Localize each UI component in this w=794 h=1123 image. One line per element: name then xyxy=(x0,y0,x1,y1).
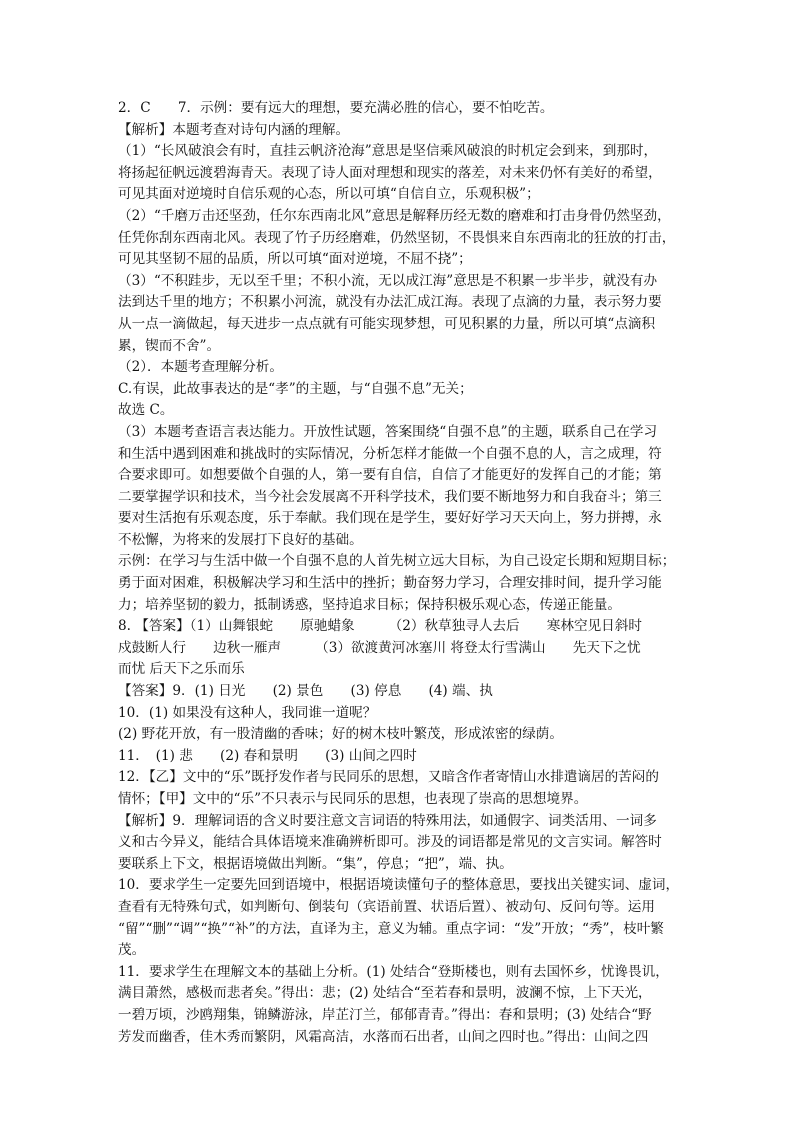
text-line xyxy=(118,573,686,595)
text-line-content: (2) 野花开放，有一股清幽的香味；好的树木枝叶繁茂，形成浓密的绿荫。 xyxy=(118,726,563,743)
text-line-content: 11．要求学生在理解文本的基础上分析。(1) 处结合“登斯楼也，则有去国怀乡，忧谗畏讥， xyxy=(118,963,669,980)
text-line-content: 【解析】本题考查对诗句内涵的理解。 xyxy=(118,121,350,138)
text-line-content: 要联系上下文，根据语境做出判断。“集”，停息；“把”，端、执。 xyxy=(118,855,513,872)
text-line-content: 勇于面对困难，积极解决学习和生活中的挫折；勤奋努力学习，合理安排时间，提升学习能 xyxy=(118,575,662,592)
text-line-content: 二要掌握学识和技术，当今社会发展离不开科学技术，我们要不断地努力和自我奋斗；第三 xyxy=(118,488,662,505)
text-line xyxy=(118,962,686,984)
text-line xyxy=(118,746,686,768)
answer-text-block xyxy=(118,98,686,1048)
text-line-content: 12．【乙】文中的“乐”既抒发作者与民同乐的思想，又暗含作者寄情山水排遣谪居的苦闷的 xyxy=(118,769,659,786)
text-line-content: 一碧万顷，沙鸥翔集，锦鳞游泳，岸芷汀兰，郁郁青青。”得出：春和景明；(3) 处结合“野 xyxy=(118,1006,652,1023)
text-line-content: 10．要求学生一定要先回到语境中，根据语境读懂句子的整体意思，要找出关键实词、虚词， xyxy=(118,877,680,894)
text-line xyxy=(118,638,686,660)
text-line xyxy=(118,336,686,358)
text-line xyxy=(118,616,686,638)
text-line-content: C.有误，此故事表达的是“孝”的主题，与“自强不息”无关； xyxy=(118,380,473,397)
text-line-content: “留”“删”“调”“换”“补”的方法，直译为主，意义为辅。重点字词：“发”开放；“秀”，枝叶繁 xyxy=(118,920,664,937)
text-line xyxy=(118,422,686,444)
text-line xyxy=(118,228,686,250)
text-line xyxy=(118,444,686,466)
text-line-content: 不松懈，为将来的发展打下良好的基础。 xyxy=(118,531,363,548)
text-line-content: （3）本题考查语言表达能力。开放性试题，答案围绕“自强不息”的主题，联系自己在学习 xyxy=(118,423,658,440)
text-line-content: 【答案】9．(1) 日光 (2) 景色 (3) 停息 (4) 端、执 xyxy=(118,683,493,700)
text-line xyxy=(118,875,686,897)
text-line-content: 【解析】9．理解词语的含义时要注意文言词语的特殊用法，如通假字、词类活用、一词多 xyxy=(118,812,657,829)
text-line-content: （1）“长风破浪会有时，直挂云帆济沧海”意思是坚信乘风破浪的时机定会到来，到那时， xyxy=(118,143,658,160)
text-line-content: 2．C 7．示例：要有远大的理想，要充满必胜的信心，要不怕吃苦。 xyxy=(118,100,554,116)
text-line-content: 茂。 xyxy=(118,942,146,959)
text-line-content: 法到达千里的地方；不积累小河流，就没有办法汇成江海。表现了点滴的力量，表示努力要 xyxy=(118,294,662,311)
text-line-content: 任凭你刮东西南北风。表现了竹子历经磨难，仍然坚韧，不畏惧来自东西南北的狂放的打击， xyxy=(118,229,676,246)
text-line-content: 可见其坚韧不屈的品质，所以可填“面对逆境，不屈不挠”； xyxy=(118,251,472,268)
text-line xyxy=(118,681,686,703)
text-line xyxy=(118,379,686,401)
text-line xyxy=(118,163,686,185)
text-line xyxy=(118,292,686,314)
text-line xyxy=(118,465,686,487)
text-line xyxy=(118,940,686,962)
text-line-content: 要对生活抱有乐观态度，乐于奉献。我们现在是学生，要好好学习天天向上，努力拼搏，永 xyxy=(118,510,662,527)
text-line-content: 芳发而幽香，佳木秀而繁阴，风霜高洁，水落而石出者，山间之四时也。”得出：山间之四 xyxy=(118,1028,649,1045)
text-line-content: 而忧 后天下之乐而乐 xyxy=(118,661,245,678)
text-line xyxy=(118,400,686,422)
text-line xyxy=(118,1027,686,1049)
text-line-content: 示例：在学习与生活中做一个自强不息的人首先树立远大目标，为自己设定长期和短期目标； xyxy=(118,553,676,570)
text-line xyxy=(118,659,686,681)
text-line-content: 10．(1) 如果没有这种人，我同谁一道呢？ xyxy=(118,704,377,721)
text-line-content: 力；培养坚韧的毅力，抵制诱惑，坚持追求目标；保持积极乐观心态，传递正能量。 xyxy=(118,596,621,613)
text-line xyxy=(118,595,686,617)
text-line-content: 11． (1) 悲 (2) 春和景明 (3) 山间之四时 xyxy=(118,747,417,764)
text-line xyxy=(118,724,686,746)
text-line xyxy=(118,919,686,941)
text-line-content: 查看有无特殊句式，如判断句、倒装句（宾语前置、状语后置）、被动句、反问句等。运用 xyxy=(118,898,655,915)
text-line xyxy=(118,249,686,271)
text-line-content: 和生活中遇到困难和挑战时的实际情况，分析怎样才能做一个自强不息的人，言之成理，符 xyxy=(118,445,662,462)
text-line xyxy=(118,767,686,789)
text-line-content: （3）“不积跬步，无以至千里；不积小流，无以成江海”意思是不积累一步半步，就没有办 xyxy=(118,272,658,289)
text-line xyxy=(118,141,686,163)
text-line xyxy=(118,1005,686,1027)
text-line xyxy=(118,120,686,142)
text-line xyxy=(118,897,686,919)
text-line xyxy=(118,703,686,725)
text-line-content: 故选 C。 xyxy=(118,402,174,419)
text-line-content: 戍鼓断人行 边秋一雁声 （3）欲渡黄河冰塞川 将登太行雪满山 先天下之忧 xyxy=(118,639,641,656)
text-line xyxy=(118,184,686,206)
text-line-content: 累，锲而不舍”。 xyxy=(118,337,221,354)
text-line xyxy=(118,832,686,854)
text-line-content: 从一点一滴做起，每天进步一点点就有可能实现梦想，可见积累的力量，所以可填“点滴积 xyxy=(118,315,656,332)
text-line xyxy=(118,271,686,293)
text-line xyxy=(118,98,686,120)
text-line xyxy=(118,487,686,509)
text-line xyxy=(118,206,686,228)
text-line xyxy=(118,530,686,552)
text-line-content: 将扬起征帆远渡碧海青天。表现了诗人面对理想和现实的落差，对未来仍怀有美好的希望， xyxy=(118,164,662,181)
text-line-content: 情怀；【甲】文中的“乐”不只表示与民同乐的思想，也表现了崇高的思想境界。 xyxy=(118,791,588,807)
text-line xyxy=(118,314,686,336)
text-line xyxy=(118,357,686,379)
text-line-content: 可见其面对逆境时自信乐观的心态，所以可填“自信自立，乐观积极”； xyxy=(118,186,540,203)
text-line xyxy=(118,983,686,1005)
text-line xyxy=(118,789,686,811)
text-line xyxy=(118,551,686,573)
text-line-content: （2）“千磨万击还坚劲，任尔东西南北风”意思是解释历经无数的磨难和打击身骨仍然坚劲， xyxy=(118,207,671,224)
text-line-content: 满目萧然，感极而悲者矣。”得出：悲；(2) 处结合“至若春和景明，波澜不惊，上下天光， xyxy=(118,985,652,1002)
text-line-content: 8. 【答案】（1）山舞银蛇 原驰蜡象 （2）秋草独寻人去后 寒林空见日斜时 xyxy=(118,618,642,635)
text-line xyxy=(118,508,686,530)
text-line-content: 义和古今异义，能结合具体语境来准确辨析即可。涉及的词语都是常见的文言实词。解答时 xyxy=(118,834,662,851)
text-line xyxy=(118,811,686,833)
text-line xyxy=(118,854,686,876)
text-line-content: 合要求即可。如想要做个自强的人，第一要有自信，自信了才能更好的发挥自己的才能；第 xyxy=(118,467,662,484)
text-line-content: （2）．本题考查理解分析。 xyxy=(118,359,283,376)
